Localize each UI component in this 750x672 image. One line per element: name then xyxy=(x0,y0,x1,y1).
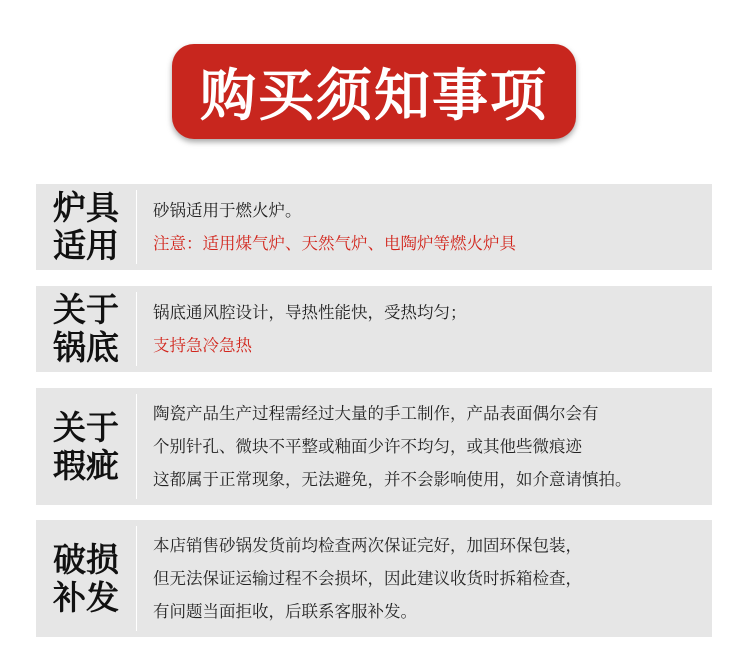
label-line: 补发 xyxy=(53,577,119,617)
section-body xyxy=(137,184,712,270)
label-line: 锅底 xyxy=(53,328,119,367)
section-label xyxy=(36,520,136,637)
section-text: 陶瓷产品生产过程需经过大量的手工制作，产品表面偶尔会有 xyxy=(153,404,599,423)
section-body xyxy=(137,286,712,372)
label-line: 炉具 xyxy=(53,188,119,227)
section-body xyxy=(137,520,712,637)
label-line: 瑕疵 xyxy=(53,445,119,485)
page-title: 购买须知事项 xyxy=(200,63,548,129)
section-body xyxy=(137,388,712,505)
section-text: 砂锅适用于燃火炉。 xyxy=(153,201,302,220)
section-stove xyxy=(36,184,712,270)
section-text: 个别针孔、微块不平整或釉面少许不均匀，或其他些微痕迹 xyxy=(153,437,582,456)
label-line: 关于 xyxy=(53,407,119,447)
label-line: 适用 xyxy=(53,226,119,265)
section-text: 但无法保证运输过程不会损坏，因此建议收货时拆箱检查， xyxy=(153,569,582,588)
section-note: 注意：适用煤气炉、天然气炉、电陶炉等燃火炉具 xyxy=(153,234,516,253)
section-bottom xyxy=(36,286,712,372)
title-banner xyxy=(172,44,576,139)
section-text: 这都属于正常现象，无法避免，并不会影响使用，如介意请慎拍。 xyxy=(153,470,632,489)
label-line: 关于 xyxy=(53,290,119,329)
section-text: 锅底通风腔设计，导热性能快，受热均匀； xyxy=(153,303,467,322)
section-note: 支持急冷急热 xyxy=(153,336,252,355)
section-damage xyxy=(36,520,712,637)
section-text: 本店销售砂锅发货前均检查两次保证完好，加固环保包装， xyxy=(153,536,582,555)
section-label xyxy=(36,388,136,505)
section-label xyxy=(36,184,136,270)
label-line: 破损 xyxy=(53,539,119,579)
section-label xyxy=(36,286,136,372)
section-text: 有问题当面拒收，后联系客服补发。 xyxy=(153,602,417,621)
section-flaws xyxy=(36,388,712,505)
